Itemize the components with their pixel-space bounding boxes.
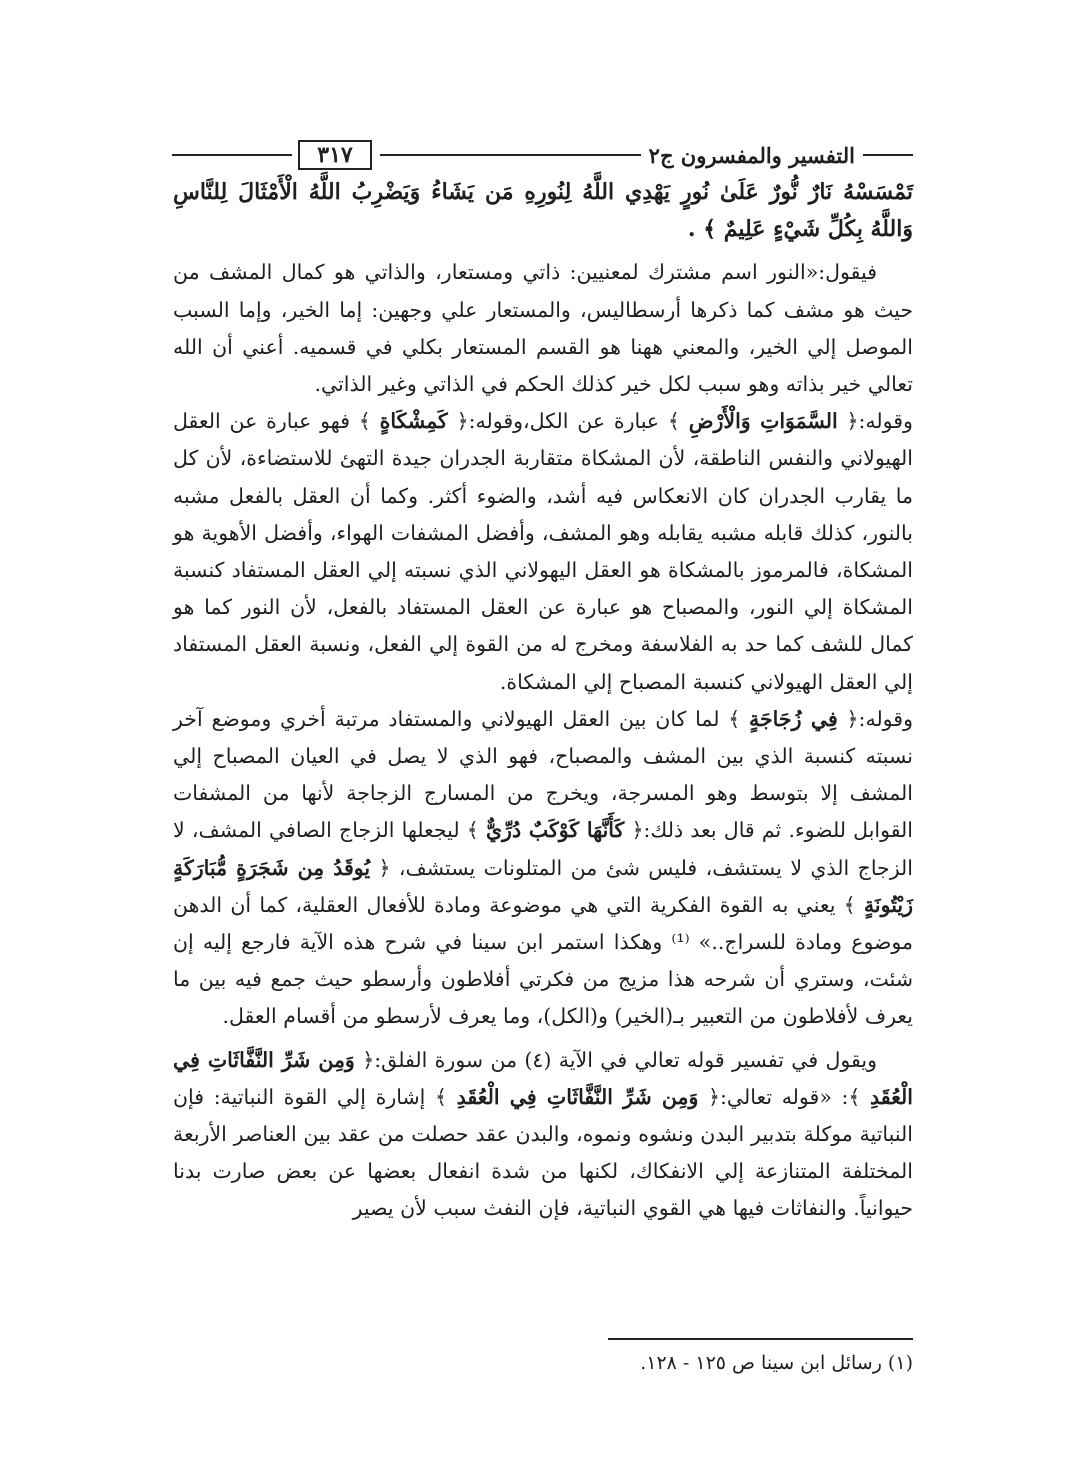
quranic-term-knots-1: وَمِن شَرِّ النَّفَّاثَاتِ فِي الْعُقَدِ bbox=[173, 1047, 913, 1109]
paragraph-4-mid: ﴾: «قوله تعالي:﴿ bbox=[707, 1084, 861, 1109]
paragraph-3-lead: وقوله:﴿ bbox=[846, 706, 913, 731]
page-header bbox=[172, 140, 913, 170]
header-rule-right bbox=[863, 154, 913, 156]
quranic-term-glass: فِي زُجَاجَةٍ bbox=[749, 706, 838, 731]
paragraph-1: فيقول:«النور اسم مشترك لمعنيين: ذاتي ومستعار، والذاتي هو كمال المشف من حيث هو مشف كما ذكرها أرسطاليس، والمستعار علي وجهين: إما الخير، وإما السبب الموصل إلي الخير، والمعني ههنا هو القسم المستعار بكلي في قسميه. أعني أن الله تعالي خير بذاته وهو سبب لكل خير كذلك الحكم في الذاتي وغير الذاتي. bbox=[173, 260, 913, 397]
running-title: التفسير والمفسرون ج٢ bbox=[648, 142, 855, 168]
quranic-term-star: كَأَنَّهَا كَوْكَبٌ دُرِّيٌّ bbox=[486, 818, 625, 843]
paragraph-3-mid-2: ﴾ ليجعلها الزجاج الصافي المشف، لا الزجاج الذي لا يستشف، فليس شئ من المتلونات يستشف، ﴿ bbox=[173, 818, 913, 880]
page-number: ٣١٧ bbox=[298, 140, 372, 170]
paragraph-2-mid: ﴾ عبارة عن الكل،وقوله:﴿ bbox=[456, 409, 680, 434]
footnote-rule bbox=[608, 1338, 913, 1340]
quranic-term-olive-tree: يُوقَدُ مِن شَجَرَةٍ مُّبَارَكَةٍ زَيْتُونَةٍ bbox=[173, 855, 913, 917]
paragraph-4-lead: ويقول في تفسير قوله تعالي في الآية (٤) من سورة الفلق:﴿ bbox=[362, 1047, 877, 1072]
quranic-term-niche: كَمِشْكَاةٍ bbox=[379, 409, 448, 434]
paragraph-3-mid-1: ﴾ لما كان بين العقل الهيولاني والمستفاد مرتبة أخري وموضع آخر نسبته كنسبة الذي بين المشف والمصباح، فهو الذي لا يصل في العيان المصباح إلي المشف إلا بتوسط وهو المسرجة، ويخرج من المسارج الزجاجة لأنها من المشفات القوابل للضوء. ثم قال بعد ذلك:﴿ bbox=[173, 706, 914, 843]
paragraph-3-rest: ﴾ يعني به القوة الفكرية التي هي موضوعة ومادة للأفعال العقلية، كما أن الدهن موضوع ومادة للسراج..» ⁽¹⁾ وهكذا استمر ابن سينا في شرح هذه الآية فارجع إليه إن شئت، وستري أن شرحه هذا مزيج من فكرتي أفلاطون وأرسطو حيث جمع فيه بين ما يعرف لأفلاطون من التعبير بـ(الخير) و(الكل)، وما يعرف لأرسطو من أقسام العقل. bbox=[173, 892, 914, 1029]
header-rule-left bbox=[172, 154, 292, 156]
quranic-term-heavens-earth: السَّمَوَاتِ وَالْأَرْضِ bbox=[688, 409, 838, 434]
body-text bbox=[173, 174, 913, 1228]
paragraph-2-rest: ﴾ فهو عبارة عن العقل الهيولاني والنفس الناطقة، لأن المشكاة متقاربة الجدران جيدة التهئ للاستضاءة، لأن كل ما يقارب الجدران كان الانعكاس فيه أشد، والضوء أكثر. وكما أن العقل بالفعل مشبه بالنور، كذلك قابله مشبه يقابله وهو المشف، وأفضل المشفات الهواء، وأفضل الأهوية هو المشكاة، فالمرموز بالمشكاة هو العقل اليهولاني الذي نسبته إلي العقل المستفاد كنسبة المشكاة إلي النور، والمصباح هو عبارة عن العقل المستفاد بالفعل، لأن النور كما هو كمال للشف كما حد به الفلاسفة ومخرج له من القوة إلي الفعل، ونسبة العقل المستفاد إلي العقل الهيولاني كنسبة المصباح إلي المشكاة. bbox=[173, 409, 913, 694]
paragraph-4-rest: ﴾ إشارة إلي القوة النباتية: فإن النباتية موكلة بتدبير البدن ونشوه ونموه، والبدن عقد حصلت من عقد بين العناصر الأربعة المختلفة المتنازعة إلي الانفكاك، لكنها من شدة انفعال بعضها عن بعض صارت بدنا حيوانياً. والنفاثات فيها هي القوي النباتية، فإن النفث سبب لأن يصير bbox=[173, 1084, 913, 1221]
paragraph-2-lead: وقوله:﴿ bbox=[846, 409, 913, 434]
paragraph-2 bbox=[173, 403, 913, 701]
verse-line: تَمْسَسْهُ نَارٌ نُّورٌ عَلَىٰ نُورٍ يَهْدِي اللَّهُ لِنُورِهِ مَن يَشَاءُ وَيَضْرِبُ اللَّهُ الْأَمْثَالَ لِلنَّاسِ وَاللَّهُ بِكُلِّ شَيْءٍ عَلِيمٌ ﴾ . bbox=[173, 179, 913, 243]
quranic-term-knots-2: وَمِن شَرِّ النَّفَّاثَاتِ فِي الْعُقَدِ bbox=[456, 1084, 699, 1109]
paragraph-3 bbox=[173, 701, 913, 1036]
header-rule-middle bbox=[380, 154, 641, 156]
paragraph-4 bbox=[173, 1042, 913, 1228]
footnote: (١) رسائل ابن سينا ص ١٢٥ - ١٢٨. bbox=[640, 1352, 913, 1374]
